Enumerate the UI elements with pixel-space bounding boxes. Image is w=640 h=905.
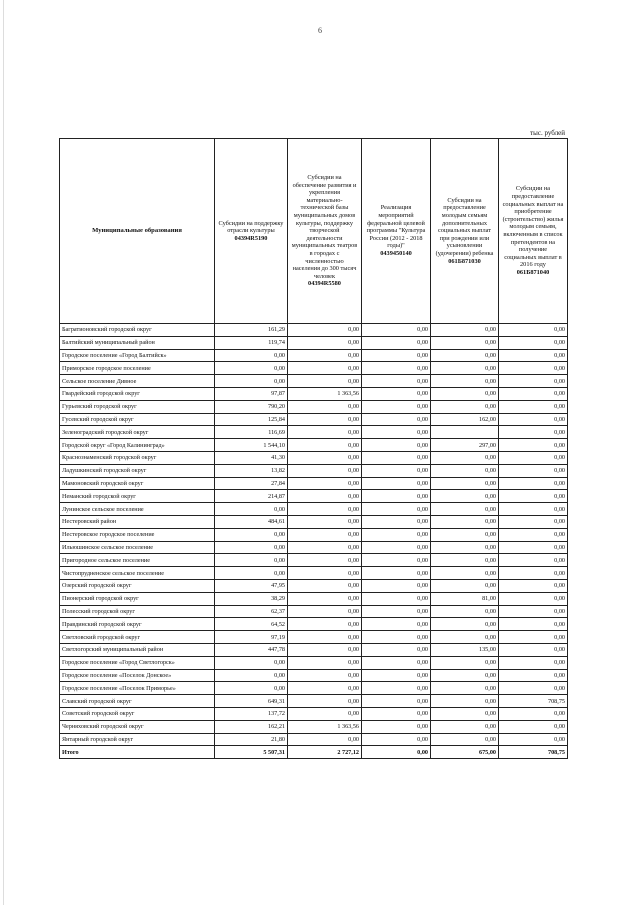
subsidy-value: 13,82 <box>215 464 288 477</box>
subsidy-value: 0,00 <box>431 464 499 477</box>
subsidy-value: 790,20 <box>215 400 288 413</box>
total-value: 5 507,31 <box>215 746 288 759</box>
subsidy-value: 0,00 <box>431 400 499 413</box>
subsidy-value: 0,00 <box>499 528 568 541</box>
municipality-name: Приморское городское поселение <box>60 362 215 375</box>
subsidy-value: 0,00 <box>499 324 568 337</box>
table-row <box>60 733 568 746</box>
subsidy-value: 0,00 <box>288 490 362 503</box>
subsidy-value: 0,00 <box>288 349 362 362</box>
subsidy-value: 0,00 <box>362 439 431 452</box>
subsidy-value: 484,61 <box>215 515 288 528</box>
subsidy-value: 297,00 <box>431 439 499 452</box>
subsidy-value: 97,19 <box>215 631 288 644</box>
subsidy-value: 1 544,10 <box>215 439 288 452</box>
table-row <box>60 643 568 656</box>
subsidy-value: 214,87 <box>215 490 288 503</box>
subsidy-value: 0,00 <box>362 720 431 733</box>
subsidy-value: 0,00 <box>215 541 288 554</box>
subsidy-value: 0,00 <box>431 695 499 708</box>
table-row <box>60 426 568 439</box>
municipality-name: Озерский городской округ <box>60 579 215 592</box>
subsidy-value: 0,00 <box>431 605 499 618</box>
subsidy-value: 0,00 <box>431 631 499 644</box>
subsidy-value: 1 363,56 <box>288 387 362 400</box>
subsidy-value: 0,00 <box>362 387 431 400</box>
table-row <box>60 375 568 388</box>
municipality-name: Городское поселение «Поселок Донское» <box>60 669 215 682</box>
subsidy-value: 0,00 <box>288 400 362 413</box>
subsidy-value: 64,52 <box>215 618 288 631</box>
municipality-name: Светловский городской округ <box>60 631 215 644</box>
subsidy-value: 0,00 <box>362 349 431 362</box>
subsidy-value: 135,00 <box>431 643 499 656</box>
table-row <box>60 541 568 554</box>
subsidy-value: 27,84 <box>215 477 288 490</box>
subsidy-value: 0,00 <box>215 554 288 567</box>
subsidy-value: 62,37 <box>215 605 288 618</box>
subsidy-table <box>59 138 568 759</box>
subsidy-value: 0,00 <box>288 375 362 388</box>
subsidy-value: 0,00 <box>288 464 362 477</box>
column-header-federal-program: Реализация мероприятий федеральной целевой программы "Культура России (2012 - 2018 годы)" 0439450140 <box>362 139 431 324</box>
subsidy-value: 0,00 <box>431 349 499 362</box>
subsidy-value: 0,00 <box>499 336 568 349</box>
unit-label: тыс. рублей <box>530 129 565 137</box>
municipality-name: Нестеровское городское поселение <box>60 528 215 541</box>
municipality-name: Балтийский муниципальный район <box>60 336 215 349</box>
table-row <box>60 605 568 618</box>
subsidy-value: 0,00 <box>499 631 568 644</box>
page-number: 6 <box>318 26 322 35</box>
subsidy-value: 0,00 <box>362 503 431 516</box>
subsidy-value: 0,00 <box>362 464 431 477</box>
subsidy-value: 0,00 <box>499 477 568 490</box>
subsidy-value: 0,00 <box>215 503 288 516</box>
table-row <box>60 656 568 669</box>
subsidy-value: 0,00 <box>499 490 568 503</box>
table-row <box>60 579 568 592</box>
subsidy-value: 0,00 <box>288 503 362 516</box>
subsidy-value <box>431 426 499 439</box>
subsidy-value: 0,00 <box>499 451 568 464</box>
subsidy-value: 0,00 <box>431 503 499 516</box>
municipality-name: Мамоновский городской округ <box>60 477 215 490</box>
column-header-young-families-housing: Субсидии на предоставление социальных выплат на приобретение (строительство) жилья молодым семьям, включенным в список претендентов на получение социальных выплат в 2016 году 061Б871040 <box>499 139 568 324</box>
subsidy-value: 0,00 <box>431 733 499 746</box>
subsidy-value: 0,00 <box>288 336 362 349</box>
table-row <box>60 631 568 644</box>
subsidy-value: 0,00 <box>362 695 431 708</box>
subsidy-value: 0,00 <box>431 362 499 375</box>
subsidy-value: 0,00 <box>215 528 288 541</box>
subsidy-value: 0,00 <box>215 349 288 362</box>
table-row <box>60 515 568 528</box>
subsidy-value: 41,30 <box>215 451 288 464</box>
subsidy-value: 0,00 <box>431 387 499 400</box>
table-row <box>60 720 568 733</box>
subsidy-value: 0,00 <box>288 605 362 618</box>
subsidy-value: 0,00 <box>431 682 499 695</box>
subsidy-value: 0,00 <box>431 707 499 720</box>
subsidy-value: 0,00 <box>431 541 499 554</box>
municipality-name: Ладушкинский городской округ <box>60 464 215 477</box>
table-row <box>60 528 568 541</box>
table-row <box>60 682 568 695</box>
subsidy-value: 0,00 <box>215 362 288 375</box>
municipality-name: Черняховский городской округ <box>60 720 215 733</box>
subsidy-value: 0,00 <box>362 567 431 580</box>
subsidy-value: 0,00 <box>288 656 362 669</box>
subsidy-value: 0,00 <box>362 669 431 682</box>
subsidy-value: 0,00 <box>431 477 499 490</box>
municipality-name: Гвардейский городской округ <box>60 387 215 400</box>
subsidy-value: 0,00 <box>288 579 362 592</box>
table-row <box>60 618 568 631</box>
table-row <box>60 695 568 708</box>
column-header-culture-support: Субсидии на поддержку отрасли культуры 04394R5190 <box>215 139 288 324</box>
subsidy-value: 162,00 <box>431 413 499 426</box>
subsidy-value: 0,00 <box>499 349 568 362</box>
subsidy-value: 0,00 <box>288 618 362 631</box>
column-code: 0439450140 <box>380 249 412 257</box>
table-row <box>60 451 568 464</box>
subsidy-value: 0,00 <box>288 643 362 656</box>
subsidy-value: 0,00 <box>499 656 568 669</box>
column-code: 061Б871040 <box>516 268 550 276</box>
total-label: Итого <box>60 746 215 759</box>
subsidy-value: 0,00 <box>499 605 568 618</box>
subsidy-value: 119,74 <box>215 336 288 349</box>
subsidy-value: 0,00 <box>288 541 362 554</box>
subsidy-value: 0,00 <box>499 669 568 682</box>
subsidy-value: 0,00 <box>499 515 568 528</box>
subsidy-value: 0,00 <box>431 720 499 733</box>
subsidy-value: 0,00 <box>288 695 362 708</box>
column-code: 04394R5580 <box>308 280 341 288</box>
subsidy-value: 0,00 <box>215 682 288 695</box>
subsidy-value: 0,00 <box>288 451 362 464</box>
subsidy-value: 0,00 <box>431 375 499 388</box>
subsidy-value: 0,00 <box>499 618 568 631</box>
subsidy-value: 0,00 <box>362 631 431 644</box>
subsidy-value: 0,00 <box>499 643 568 656</box>
subsidy-value: 0,00 <box>362 477 431 490</box>
subsidy-value: 0,00 <box>362 426 431 439</box>
subsidy-value: 0,00 <box>362 375 431 388</box>
subsidy-value: 81,00 <box>431 592 499 605</box>
subsidy-value: 0,00 <box>499 400 568 413</box>
subsidy-value: 0,00 <box>362 682 431 695</box>
subsidy-value: 0,00 <box>499 541 568 554</box>
subsidy-value: 0,00 <box>362 541 431 554</box>
subsidy-value: 125,84 <box>215 413 288 426</box>
subsidy-value: 0,00 <box>431 490 499 503</box>
subsidy-value: 0,00 <box>431 515 499 528</box>
subsidy-value: 0,00 <box>499 682 568 695</box>
subsidy-value: 0,00 <box>288 515 362 528</box>
subsidy-value: 161,29 <box>215 324 288 337</box>
subsidy-value: 0,00 <box>288 554 362 567</box>
municipality-name: Городское поселение «Поселок Приморье» <box>60 682 215 695</box>
table-row <box>60 400 568 413</box>
municipality-name: Ильюшинское сельское поселение <box>60 541 215 554</box>
subsidy-value: 0,00 <box>431 554 499 567</box>
table-row <box>60 707 568 720</box>
subsidy-value: 0,00 <box>288 439 362 452</box>
table-row <box>60 439 568 452</box>
subsidy-value: 1 363,56 <box>288 720 362 733</box>
subsidy-value: 0,00 <box>499 426 568 439</box>
subsidy-value: 0,00 <box>362 618 431 631</box>
subsidy-value: 0,00 <box>288 362 362 375</box>
column-code: 061Б871030 <box>448 257 481 265</box>
subsidy-value: 0,00 <box>499 375 568 388</box>
subsidy-value: 0,00 <box>362 400 431 413</box>
table-row <box>60 490 568 503</box>
scan-edge-mark <box>3 0 4 905</box>
table-row <box>60 336 568 349</box>
subsidy-value: 0,00 <box>499 567 568 580</box>
total-value: 708,75 <box>499 746 568 759</box>
column-header-houses-of-culture: Субсидии на обеспечение развития и укрепления материально-технической базы муниципальных домов культуры, поддержку творческой деятельности муниципальных театров в городах с численностью населения до 300 тысяч человек 04394R5580 <box>288 139 362 324</box>
municipality-name: Светлогорский муниципальный район <box>60 643 215 656</box>
subsidy-value: 0,00 <box>288 426 362 439</box>
subsidy-value: 0,00 <box>362 413 431 426</box>
subsidy-value: 708,75 <box>499 695 568 708</box>
subsidy-value: 0,00 <box>431 528 499 541</box>
total-value: 0,00 <box>362 746 431 759</box>
subsidy-value: 0,00 <box>431 324 499 337</box>
table-body <box>60 324 568 746</box>
total-value: 2 727,12 <box>288 746 362 759</box>
municipality-name: Нестеровский район <box>60 515 215 528</box>
subsidy-value: 0,00 <box>499 579 568 592</box>
subsidy-value: 0,00 <box>499 592 568 605</box>
subsidy-value: 0,00 <box>362 554 431 567</box>
subsidy-value: 0,00 <box>499 387 568 400</box>
subsidy-value: 0,00 <box>431 656 499 669</box>
subsidy-value: 0,00 <box>215 669 288 682</box>
subsidy-value: 0,00 <box>215 567 288 580</box>
municipality-name: Полесский городской округ <box>60 605 215 618</box>
subsidy-value: 0,00 <box>362 336 431 349</box>
subsidy-value: 0,00 <box>362 733 431 746</box>
subsidy-value: 0,00 <box>288 707 362 720</box>
total-row <box>60 746 568 759</box>
subsidy-value: 0,00 <box>431 669 499 682</box>
table-row <box>60 503 568 516</box>
subsidy-value: 0,00 <box>288 413 362 426</box>
subsidy-value: 0,00 <box>499 362 568 375</box>
subsidy-value: 0,00 <box>362 707 431 720</box>
subsidy-value: 0,00 <box>288 682 362 695</box>
subsidy-value: 116,69 <box>215 426 288 439</box>
municipality-name: Пионерский городской округ <box>60 592 215 605</box>
municipality-name: Чистопрудненское сельское поселение <box>60 567 215 580</box>
table-row <box>60 464 568 477</box>
subsidy-value: 0,00 <box>362 490 431 503</box>
subsidy-value: 137,72 <box>215 707 288 720</box>
municipality-name: Неманский городской округ <box>60 490 215 503</box>
table-row <box>60 567 568 580</box>
subsidy-value: 0,00 <box>288 631 362 644</box>
municipality-name: Зеленоградский городской округ <box>60 426 215 439</box>
subsidy-value: 0,00 <box>362 656 431 669</box>
subsidy-value: 97,87 <box>215 387 288 400</box>
municipality-name: Гусевский городской округ <box>60 413 215 426</box>
subsidy-value: 0,00 <box>499 733 568 746</box>
subsidy-value: 0,00 <box>288 567 362 580</box>
municipality-name: Советский городской округ <box>60 707 215 720</box>
subsidy-value: 0,00 <box>362 592 431 605</box>
subsidy-value: 0,00 <box>499 413 568 426</box>
subsidy-value: 0,00 <box>362 579 431 592</box>
subsidy-value: 0,00 <box>431 451 499 464</box>
subsidy-value: 649,31 <box>215 695 288 708</box>
subsidy-value: 0,00 <box>288 669 362 682</box>
municipality-name: Краснознаменский городской округ <box>60 451 215 464</box>
subsidy-value: 38,29 <box>215 592 288 605</box>
municipality-name: Багратионовский городской округ <box>60 324 215 337</box>
subsidy-value: 0,00 <box>288 733 362 746</box>
subsidy-value: 0,00 <box>362 324 431 337</box>
subsidy-value: 0,00 <box>215 375 288 388</box>
subsidy-value: 21,80 <box>215 733 288 746</box>
table-row <box>60 362 568 375</box>
municipality-name: Городское поселение «Город Балтийск» <box>60 349 215 362</box>
subsidy-value: 0,00 <box>431 579 499 592</box>
municipality-name: Сельское поселение Дивное <box>60 375 215 388</box>
subsidy-value: 0,00 <box>499 503 568 516</box>
municipality-name: Лунинское сельское поселение <box>60 503 215 516</box>
subsidy-value: 0,00 <box>499 439 568 452</box>
table-header-row <box>60 139 568 324</box>
municipality-name: Янтарный городской округ <box>60 733 215 746</box>
subsidy-value: 0,00 <box>362 515 431 528</box>
subsidy-value: 0,00 <box>215 656 288 669</box>
subsidy-value: 0,00 <box>362 451 431 464</box>
municipality-name: Гурьевский городской округ <box>60 400 215 413</box>
subsidy-value: 0,00 <box>288 528 362 541</box>
subsidy-value: 0,00 <box>431 336 499 349</box>
municipality-name: Городское поселение «Город Светлогорск» <box>60 656 215 669</box>
subsidy-value: 0,00 <box>499 707 568 720</box>
subsidy-value: 0,00 <box>499 554 568 567</box>
table-row <box>60 554 568 567</box>
table-row <box>60 592 568 605</box>
subsidy-value: 0,00 <box>288 592 362 605</box>
subsidy-value: 0,00 <box>288 477 362 490</box>
subsidy-value: 162,21 <box>215 720 288 733</box>
column-header-municipalities: Муниципальные образования <box>60 139 215 324</box>
municipality-name: Пригородное сельское поселение <box>60 554 215 567</box>
table-row <box>60 477 568 490</box>
total-value: 675,00 <box>431 746 499 759</box>
subsidy-value: 47,95 <box>215 579 288 592</box>
municipality-name: Правдинский городской округ <box>60 618 215 631</box>
subsidy-value: 0,00 <box>362 528 431 541</box>
subsidy-value: 0,00 <box>362 643 431 656</box>
subsidy-value: 0,00 <box>499 464 568 477</box>
subsidy-value: 0,00 <box>431 567 499 580</box>
table-row <box>60 324 568 337</box>
subsidy-value: 447,78 <box>215 643 288 656</box>
column-code: 04394R5190 <box>234 234 268 242</box>
column-header-young-families-birth: Субсидии на предоставление молодым семьям дополнительных социальных выплат при рождении или усыновлении (удочерении) ребенка 061Б871030 <box>431 139 499 324</box>
table-row <box>60 413 568 426</box>
table-row <box>60 669 568 682</box>
subsidy-value: 0,00 <box>431 618 499 631</box>
subsidy-value: 0,00 <box>362 605 431 618</box>
subsidy-value: 0,00 <box>288 324 362 337</box>
subsidy-value: 0,00 <box>499 720 568 733</box>
municipality-name: Городской округ «Город Калининград» <box>60 439 215 452</box>
subsidy-value: 0,00 <box>362 362 431 375</box>
table-row <box>60 387 568 400</box>
municipality-name: Славский городской округ <box>60 695 215 708</box>
table-row <box>60 349 568 362</box>
